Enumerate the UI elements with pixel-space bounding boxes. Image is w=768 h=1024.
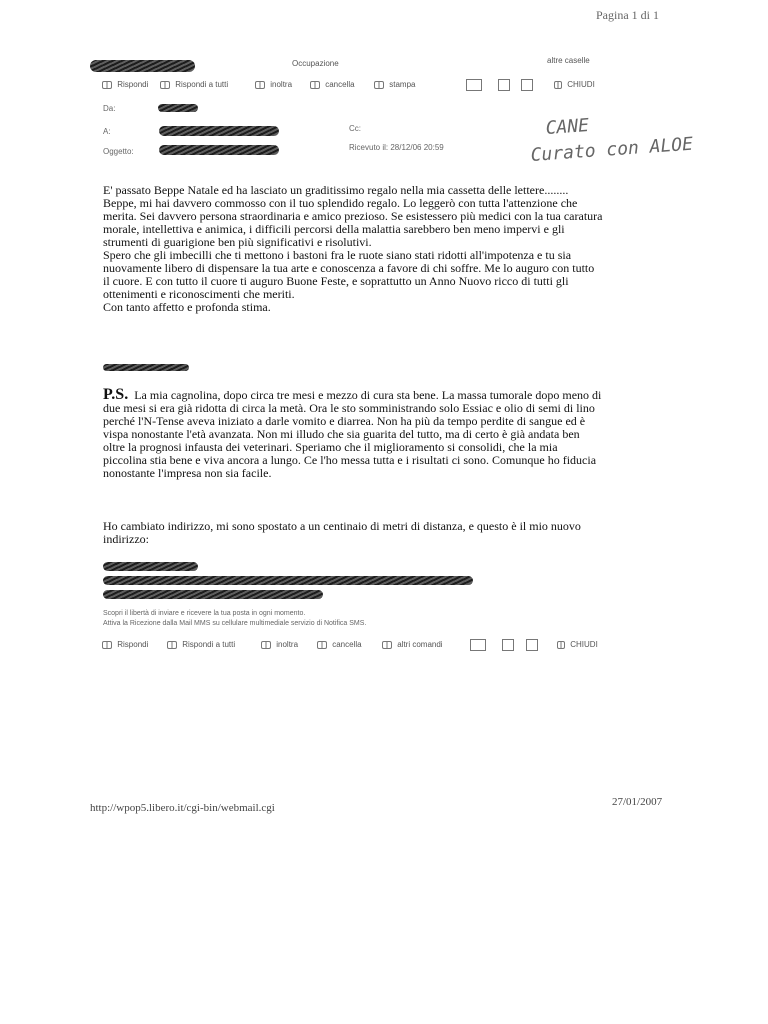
ps-text: La mia cagnolina, dopo circa tre mesi e mezzo di cura sta bene. La massa tumorale dopo meno di due mesi si era già ridotta di circa la metà. Ora le sto somministrando solo Essiac e olio di semi di lino perché l'N-Tense aveva iniziato a darle vomito e diarrea. Non ha più da tempo perdite di sangue ed è vispa nonostante l'età avanzata. Non mi illudo che sia guarita del tutto, ma di certo è già andata ben oltre la prognosi infausta dei veterinari. Speriamo che il miglioramento si consolidi, che la mia piccolina stia bene e viva ancora a lungo. Ce l'ho messa tutta e i risultati ci sono. Comunque ho fiducia nonostante l'impresa non sia facile. [103, 388, 602, 480]
message-paragraph-4: Con tanto affetto e profonda stima. [103, 300, 271, 314]
reply-all-icon [167, 641, 177, 649]
subject-redacted [159, 145, 279, 155]
more-commands-label: altri comandi [397, 640, 443, 649]
print-button[interactable] [374, 80, 415, 89]
reply-label: Rispondi [117, 80, 149, 89]
trash-icon [317, 641, 327, 649]
checkbox-icon [557, 641, 565, 649]
bottom-reply-all-label: Rispondi a tutti [182, 640, 236, 649]
forward-button[interactable] [255, 80, 292, 89]
signature-redacted [103, 364, 189, 371]
close-button[interactable] [554, 80, 595, 89]
more-commands-select[interactable] [382, 640, 443, 649]
handwritten-line-2: Curato con ALOE [530, 133, 694, 166]
address-intro: Ho cambiato indirizzo, mi sono spostato a un centinaio di metri di distanza, e questo è il mio nuovo indirizzo: [103, 519, 581, 546]
bottom-close-label: CHIUDI [570, 640, 598, 649]
checkbox-icon [554, 81, 562, 89]
reply-icon [102, 641, 112, 649]
top-dropdown[interactable] [466, 79, 482, 91]
reply-all-icon [160, 81, 170, 89]
print-icon [374, 81, 384, 89]
page-number: Pagina 1 di 1 [596, 8, 659, 22]
delete-label: cancella [325, 80, 355, 89]
forward-icon [255, 81, 265, 89]
bottom-forward-label: inoltra [276, 640, 299, 649]
forward-label: inoltra [270, 80, 293, 89]
address-redacted-2 [103, 576, 473, 585]
storage-label: Occupazione [292, 59, 339, 68]
bottom-reply-button[interactable] [102, 640, 148, 649]
reply-all-label: Rispondi a tutti [175, 80, 229, 89]
from-redacted [158, 104, 198, 112]
bottom-info-line-1: Scopri il libertà di inviare e ricevere la tua posta in ogni momento. [103, 610, 306, 617]
bottom-reply-label: Rispondi [117, 640, 149, 649]
bottom-prev-button[interactable] [502, 639, 514, 651]
prev-button[interactable] [498, 79, 510, 91]
trash-icon [310, 81, 320, 89]
message-paragraph-3: Spero che gli imbecilli che ti mettono i bastoni fra le ruote siano stati ridotti all'impotenza e tu sia nuovamente libero di dispensare la tua arte e conoscenza a favore di chi soffre. Me lo auguro con tutto il cuore. E con tutto il cuore ti auguro Buone Feste, e soprattutto un Anno Nuovo ricco di tutti gli ottenimenti e riconoscimenti che meriti. [103, 248, 595, 301]
from-label: Da: [103, 104, 116, 113]
bottom-forward-button[interactable] [261, 640, 298, 649]
forward-icon [261, 641, 271, 649]
bottom-close-button[interactable] [557, 640, 598, 649]
bottom-dropdown[interactable] [470, 639, 486, 651]
message-body [103, 184, 603, 314]
received-label: Ricevuto il: 28/12/06 20:59 [349, 143, 444, 152]
bottom-next-button[interactable] [526, 639, 538, 651]
address-redacted-1 [103, 562, 198, 571]
next-button[interactable] [521, 79, 533, 91]
to-label: A: [103, 127, 111, 136]
to-redacted [159, 126, 279, 136]
bottom-info-line-2: Attiva la Ricezione dalla Mail MMS su cellulare multimediale servizio di Notifica SMS. [103, 620, 367, 627]
ps-section [103, 388, 603, 480]
reply-all-button[interactable] [160, 80, 228, 89]
footer-date: 27/01/2007 [612, 796, 663, 808]
mailboxes-label[interactable]: altre caselle [547, 56, 590, 65]
reply-icon [102, 81, 112, 89]
handwritten-line-1: CANE [545, 114, 590, 139]
reply-button[interactable] [102, 80, 148, 89]
bottom-delete-button[interactable] [317, 640, 362, 649]
message-paragraph-2: Beppe, mi hai davvero commosso con il tuo splendido regalo. Lo leggerò con tutta l'attenzione che merita. Sei davvero persona straordinaria e amico prezioso. Se esistessero più medici con la tua caratura morale, intellettiva e animica, i difficili percorsi della malattia sarebbero ben meno impervi e gli strumenti di guarigione ben più significativi e risolutivi. [103, 196, 603, 249]
footer-url: http://wpop5.libero.it/cgi-bin/webmail.cgi [90, 802, 275, 814]
bottom-delete-label: cancella [332, 640, 362, 649]
print-label: stampa [389, 80, 416, 89]
bottom-info [103, 609, 493, 629]
ps-label: P.S. [103, 386, 129, 403]
address-redacted-3 [103, 590, 323, 599]
close-label: CHIUDI [567, 80, 595, 89]
bottom-toolbar [102, 640, 622, 654]
subject-label: Oggetto: [103, 147, 134, 156]
header-row [90, 58, 650, 76]
delete-button[interactable] [310, 80, 355, 89]
redacted-account [90, 60, 195, 72]
cc-label: Cc: [349, 124, 361, 133]
bottom-reply-all-button[interactable] [167, 640, 235, 649]
top-toolbar [102, 80, 622, 94]
more-icon [382, 641, 392, 649]
message-paragraph-1: E' passato Beppe Natale ed ha lasciato un graditissimo regalo nella mia cassetta delle lettere........ [103, 183, 569, 197]
